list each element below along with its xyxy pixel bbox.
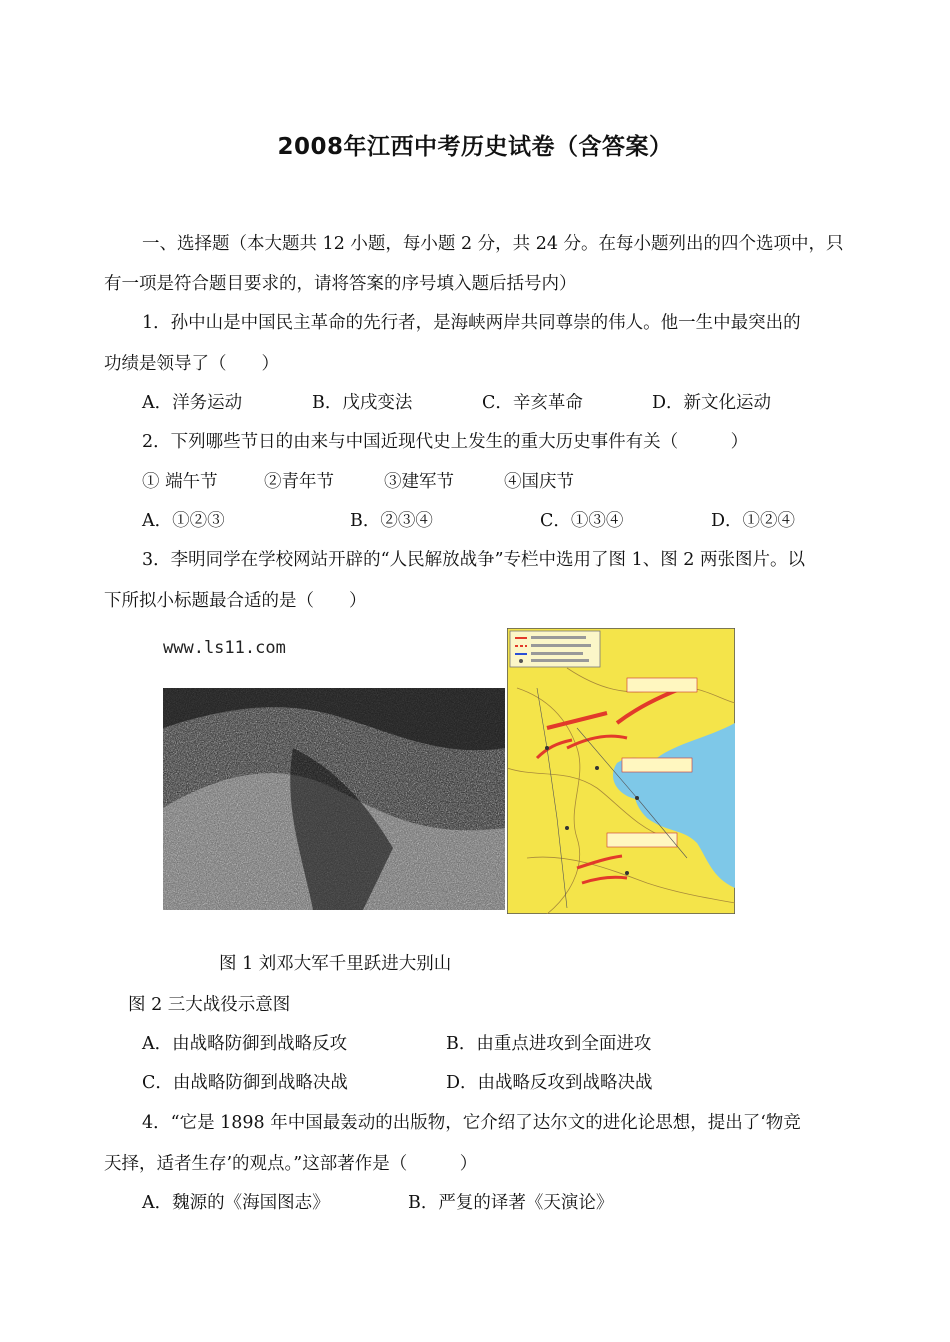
q4-option-b: B．严复的译著《天演论》	[408, 1193, 614, 1213]
q3-option-a: A．由战略防御到战略反攻	[142, 1034, 348, 1054]
question-4-text: 4．“它是 1898 年中国最轰动的出版物，它介绍了达尔文的进化论思想，提出了‘物竞	[142, 1113, 801, 1133]
q2-item-2: ②青年节	[264, 472, 334, 492]
q2-option-d: D．①②④	[711, 511, 796, 531]
page-title: 2008年江西中考历史试卷（含答案）	[277, 134, 673, 160]
q1-option-c: C．辛亥革命	[482, 393, 583, 413]
q1-option-a: A．洋务运动	[142, 393, 243, 413]
q1-option-b: B．戊戌变法	[312, 393, 413, 413]
question-4-text-cont: 天择，适者生存’的观点。”这部著作是（ ）	[104, 1154, 478, 1174]
question-1-text-cont: 功绩是领导了（ ）	[104, 354, 279, 374]
watermark-text: www.ls11.com	[163, 638, 286, 658]
q3-option-d: D．由战略反攻到战略决战	[446, 1073, 653, 1093]
q3-option-c: C．由战略防御到战略决战	[142, 1073, 348, 1093]
q2-option-a: A．①②③	[142, 511, 225, 531]
figure-1-caption: 图 1 刘邓大军千里跃进大别山	[219, 954, 452, 974]
q1-option-d: D．新文化运动	[652, 393, 772, 413]
question-3-text: 3．李明同学在学校网站开辟的“人民解放战争”专栏中选用了图 1、图 2 两张图片。以	[142, 550, 805, 570]
q3-option-b: B．由重点进攻到全面进攻	[446, 1034, 652, 1054]
section-instructions-line1: 一、选择题（本大题共 12 小题，每小题 2 分，共 24 分。在每小题列出的四个选项中，只	[142, 234, 844, 254]
figure-2-map	[507, 628, 735, 914]
q2-option-b: B．②③④	[350, 511, 433, 531]
figure-1-photo	[163, 688, 505, 910]
q2-item-3: ③建军节	[384, 472, 454, 492]
q2-item-4: ④国庆节	[504, 472, 574, 492]
question-2-text: 2．下列哪些节日的由来与中国近现代史上发生的重大历史事件有关（ ）	[142, 432, 749, 452]
question-1-text: 1．孙中山是中国民主革命的先行者，是海峡两岸共同尊崇的伟人。他一生中最突出的	[142, 313, 801, 333]
q2-option-c: C．①③④	[540, 511, 624, 531]
q2-item-1: ① 端午节	[142, 472, 218, 492]
section-instructions-line2: 有一项是符合题目要求的，请将答案的序号填入题后括号内）	[104, 274, 577, 294]
figure-2-caption: 图 2 三大战役示意图	[128, 995, 291, 1015]
question-3-text-cont: 下所拟小标题最合适的是（ ）	[104, 591, 367, 611]
q4-option-a: A．魏源的《海国图志》	[142, 1193, 330, 1213]
